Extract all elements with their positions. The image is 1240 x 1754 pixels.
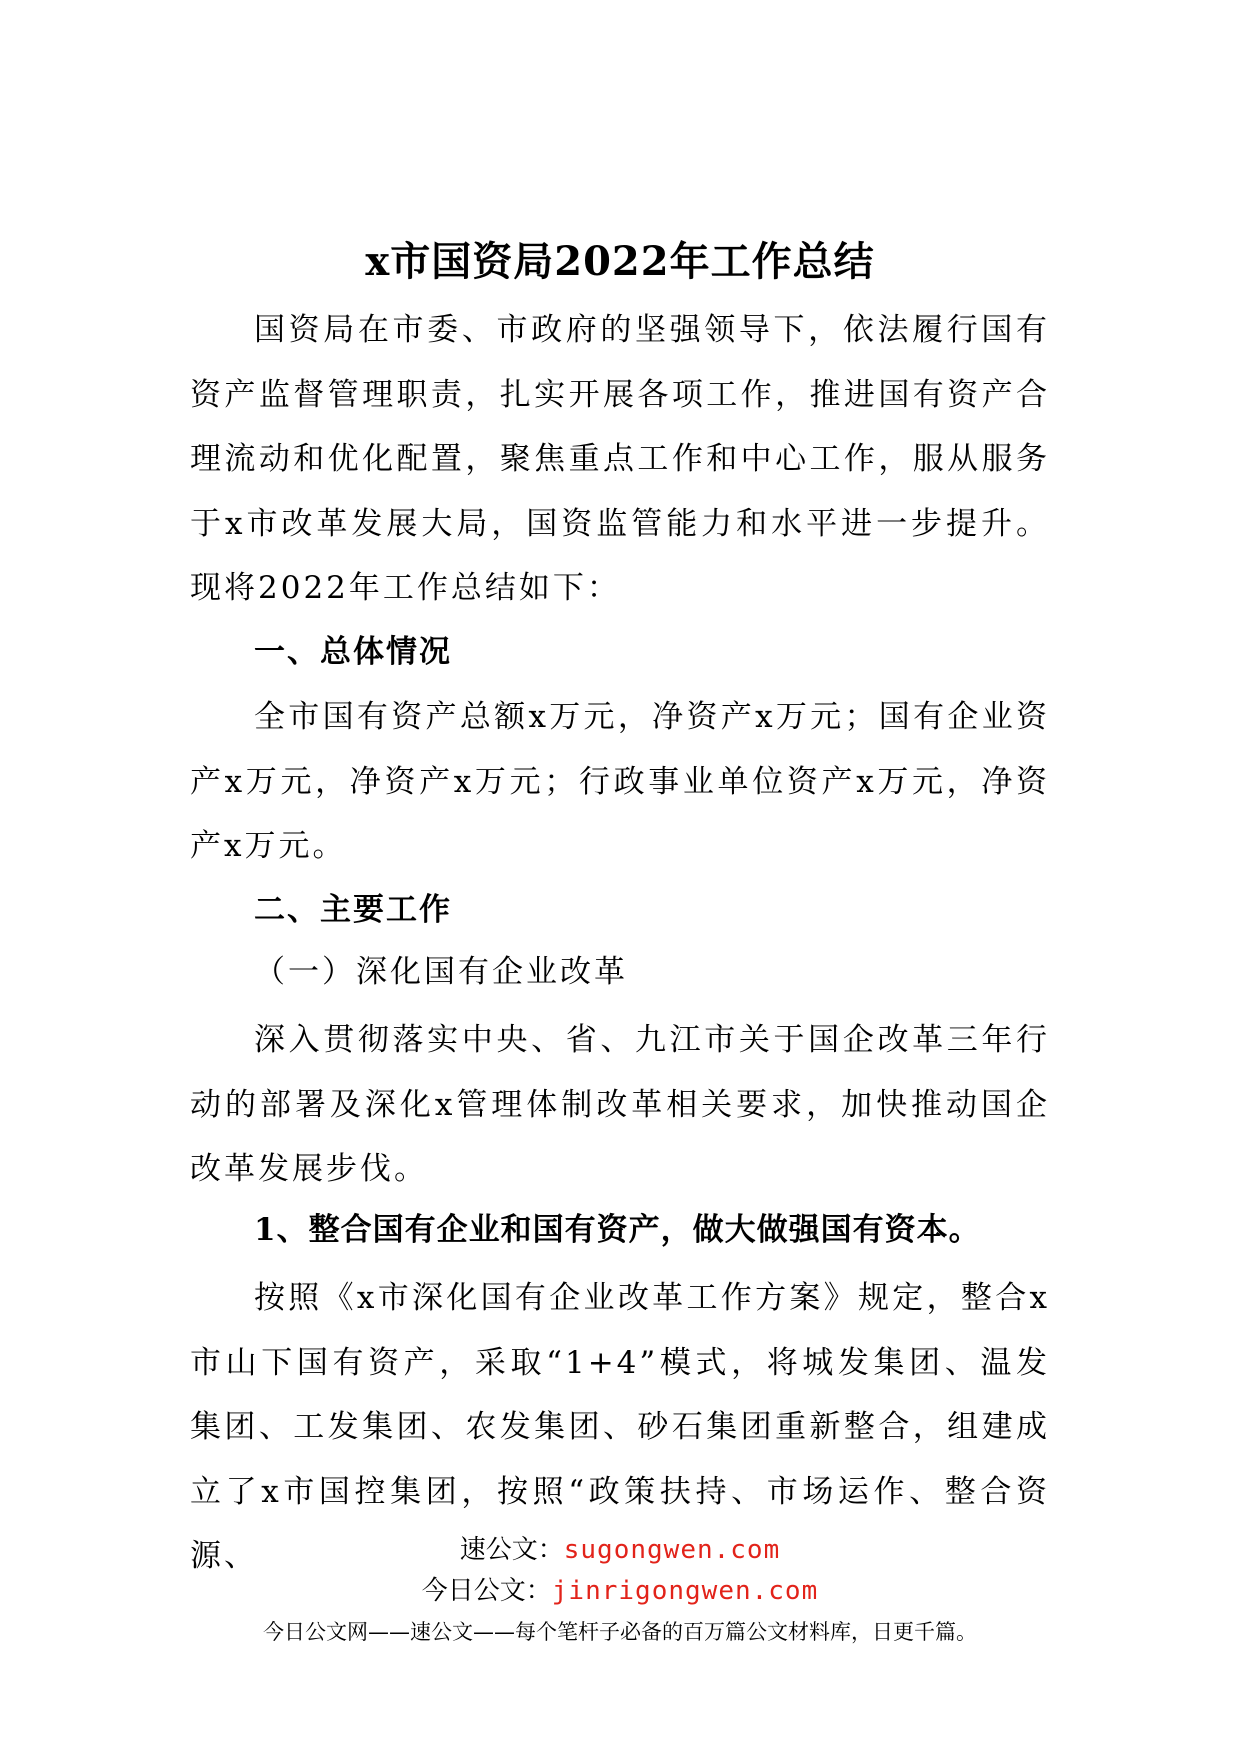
jinrigongwen-link[interactable]: jinrigongwen.com <box>551 1576 819 1606</box>
footer-label-jinrigongwen: 今日公文： <box>421 1576 552 1606</box>
section-heading-main-work: 二、主要工作 <box>254 892 452 928</box>
footer-tagline: 今日公文网——速公文——每个笔杆子必备的百万篇公文材料库，日更千篇。 <box>263 1620 977 1644</box>
subsection-heading-reform: （一）深化国有企业改革 <box>254 954 628 990</box>
footer-line-jinrigongwen <box>0 1574 1240 1608</box>
footer-line-sugongwen <box>0 1533 1240 1567</box>
document-title: x市国资局2022年工作总结 <box>365 238 875 285</box>
item-heading-integration: 1、整合国有企业和国有资产，做大做强国有资本。 <box>254 1212 981 1248</box>
intro-paragraph: 国资局在市委、市政府的坚强领导下，依法履行国有资产监督管理职责，扎实开展各项工作，推进国有资产合理流动和优化配置，聚焦重点工作和中心工作，服从服务于x市改革发展大局，国资监管能力和水平进一步提升。现将2022年工作总结如下： <box>190 312 1050 606</box>
overview-paragraph: 全市国有资产总额x万元，净资产x万元；国有企业资产x万元，净资产x万元；行政事业单位资产x万元，净资产x万元。 <box>190 699 1050 864</box>
reform-paragraph: 深入贯彻落实中央、省、九江市关于国企改革三年行动的部署及深化x管理体制改革相关要求，加快推动国企改革发展步伐。 <box>190 1022 1050 1187</box>
sugongwen-link[interactable]: sugongwen.com <box>563 1535 781 1565</box>
integration-paragraph: 按照《x市深化国有企业改革工作方案》规定，整合x市山下国有资产，采取“1+4”模式，将城发集团、温发集团、工发集团、农发集团、砂石集团重新整合，组建成立了x市国控集团，按照“政策扶持、市场运作、整合资源、 <box>190 1280 1050 1574</box>
section-heading-overview: 一、总体情况 <box>254 634 452 670</box>
footer-label-sugongwen: 速公文： <box>459 1535 564 1565</box>
